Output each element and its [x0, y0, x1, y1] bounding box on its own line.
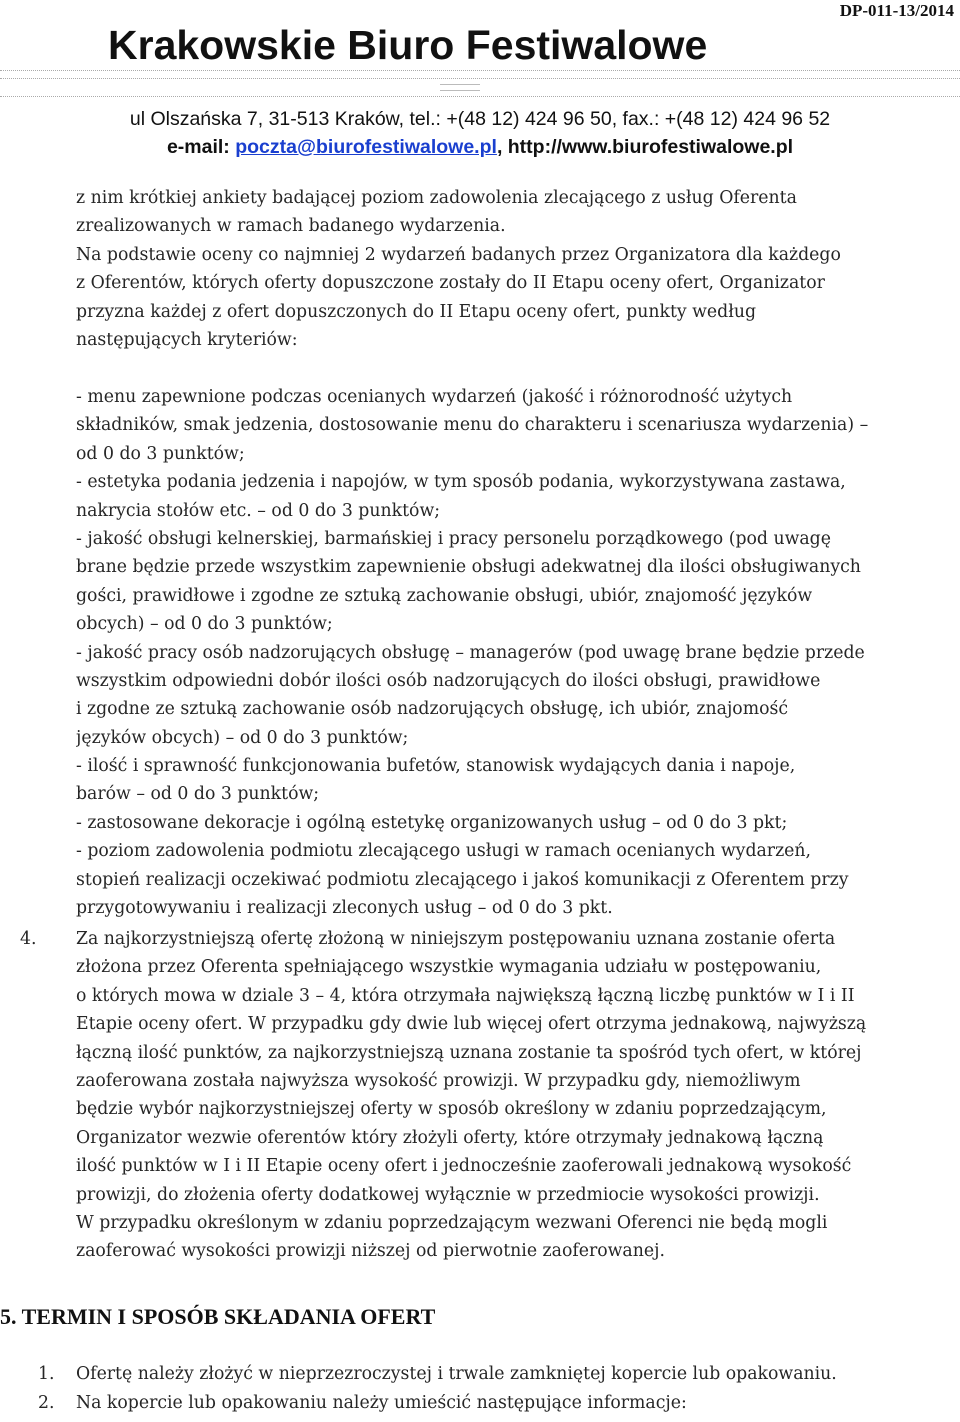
list-item	[76, 1389, 956, 1417]
criteria-line: wszystkim odpowiedni dobór ilości osób nadzorujących do ilości obsługi, prawidłowe	[76, 670, 821, 691]
point-4-paragraph	[76, 925, 956, 1266]
text-line: przyzna każdej z ofert dopuszczonych do II Etapu oceny ofert, punkty według	[76, 301, 757, 322]
criteria-line: brane będzie przede wszystkim zapewnienie obsługi adekwatnej dla ilości obsługiwanych	[76, 557, 861, 578]
text-line: Etapie oceny ofert. W przypadku gdy dwie lub więcej ofert otrzyma jednakową, najwyższą	[76, 1014, 867, 1035]
criteria-line: - jakość pracy osób nadzorujących obsługę – managerów (pod uwagę brane będzie przede	[76, 642, 865, 663]
text-line: Organizator wezwie oferentów który złożyli oferty, które otrzymały jednakową łączną	[76, 1127, 824, 1148]
intro-paragraph	[76, 184, 956, 354]
text-line: W przypadku określonym w zdaniu poprzedzającym wezwani Oferenci nie będą mogli	[76, 1212, 828, 1233]
criteria-line: od 0 do 3 punktów;	[76, 443, 245, 464]
criteria-line: przygotowywaniu i realizacji zleconych usług – od 0 do 3 pkt.	[76, 898, 613, 919]
criteria-line: gości, prawidłowe i zgodne ze sztuką zachowanie obsługi, ubiór, znajomość języków	[76, 585, 813, 606]
text-line: złożona przez Oferenta spełniającego wszystkie wymagania udziału w postępowaniu,	[76, 957, 822, 978]
document-number: DP-011-13/2014	[839, 1, 954, 20]
criteria-line: - menu zapewnione podczas ocenianych wydarzeń (jakość i różnorodność użytych	[76, 387, 793, 407]
criteria-line: barów – od 0 do 3 punktów;	[76, 784, 320, 805]
criteria-line: stopień realizacji oczekiwać podmiotu zlecającego i jakoś komunikacji z Oferentem przy	[76, 869, 849, 890]
section-heading: 5. TERMIN I SPOSÓB SKŁADANIA OFERT	[0, 1304, 436, 1329]
text-line: z Oferentów, których oferty dopuszczone zostały do II Etapu oceny ofert, Organizator	[76, 273, 825, 294]
criteria-line: - estetyka podania jedzenia i napojów, w tym sposób podania, wykorzystywana zastawa,	[76, 472, 846, 493]
criteria-line: i zgodne ze sztuką zachowanie osób nadzorujących obsługę, ich ubiór, znajomość	[76, 699, 789, 720]
criteria-line: języków obcych) – od 0 do 3 punktów;	[76, 727, 409, 748]
criteria-list	[76, 383, 956, 922]
criteria-line: składników, smak jedzenia, dostosowanie menu do charakteru i scenariusza wydarzenia) –	[76, 415, 869, 436]
list-item-number: 1.	[38, 1364, 55, 1384]
criteria-line: - jakość obsługi kelnerskiej, barmańskiej i pracy personelu porządkowego (pod uwagę	[76, 528, 831, 549]
point-4-number: 4.	[20, 929, 37, 949]
criteria-line: obcych) – od 0 do 3 punktów;	[76, 614, 333, 635]
email-link[interactable]: poczta@biurofestiwalowe.pl	[235, 136, 497, 158]
criteria-line: - ilość i sprawność funkcjonowania bufetów, stanowisk wydających dania i napoje,	[76, 756, 796, 777]
list-item-text: Ofertę należy złożyć w nieprzezroczystej i trwale zamkniętej kopercie lub opakowaniu.	[76, 1364, 837, 1384]
text-line: zrealizowanych w ramach badanego wydarzenia.	[76, 216, 506, 237]
contact-line	[0, 133, 960, 161]
header-divider-third	[0, 96, 960, 97]
text-line: Za najkorzystniejszą ofertę złożoną w niniejszym postępowaniu uznana zostanie oferta	[76, 929, 836, 949]
text-line: zaoferowana została najwyższa wysokość prowizji. W przypadku gdy, niemożliwym	[76, 1070, 801, 1091]
email-label: e-mail:	[166, 136, 236, 158]
header-divider	[0, 70, 960, 71]
website-link[interactable]: , http://www.biurofestiwalowe.pl	[496, 136, 794, 158]
header-divider-second	[0, 78, 960, 79]
text-line: następujących kryteriów:	[76, 329, 298, 350]
address-line: ul Olszańska 7, 31-513 Kraków, tel.: +(48 12) 424 96 50, fax.: +(48 12) 424 96 52	[129, 108, 831, 130]
text-line: ilość punktów w I i II Etapie oceny ofert i jednocześnie zaoferowali jednakową wysokość	[76, 1156, 852, 1177]
text-line: zaoferować wysokości prowizji niższej od pierwotnie zaoferowanej.	[76, 1241, 665, 1262]
list-item-text: Na kopercie lub opakowaniu należy umieścić następujące informacje:	[76, 1393, 687, 1413]
criteria-line: - zastosowane dekoracje i ogólną estetykę organizowanych usług – od 0 do 3 pkt;	[76, 812, 788, 833]
criteria-line: - poziom zadowolenia podmiotu zlecającego usługi w ramach ocenianych wydarzeń,	[76, 841, 812, 862]
text-line: będzie wybór najkorzystniejszej oferty w sposób określony w zdaniu poprzedzającym,	[76, 1099, 827, 1120]
criteria-line: nakrycia stołów etc. – od 0 do 3 punktów;	[76, 500, 441, 521]
header-divider-short-2	[440, 90, 480, 91]
list-item-number: 2.	[38, 1393, 55, 1413]
list-item	[76, 1360, 956, 1388]
text-line: z nim krótkiej ankiety badającej poziom zadowolenia zlecającego z usług Oferenta	[76, 188, 797, 208]
text-line: Na podstawie oceny co najmniej 2 wydarzeń badanych przez Organizatora dla każdego	[76, 244, 841, 265]
text-line: o których mowa w dziale 3 – 4, która otrzymała największą łączną liczbę punktów w I i II	[76, 985, 855, 1006]
header-divider-short	[440, 84, 480, 85]
text-line: łączną ilość punktów, za najkorzystniejszą uznana zostanie ta spośród tych ofert, w której	[76, 1042, 862, 1063]
text-line: prowizji, do złożenia oferty dodatkowej wyłącznie w przedmiocie wysokości prowizji.	[76, 1184, 820, 1205]
organization-title: Krakowskie Biuro Festiwalowe	[108, 22, 708, 68]
